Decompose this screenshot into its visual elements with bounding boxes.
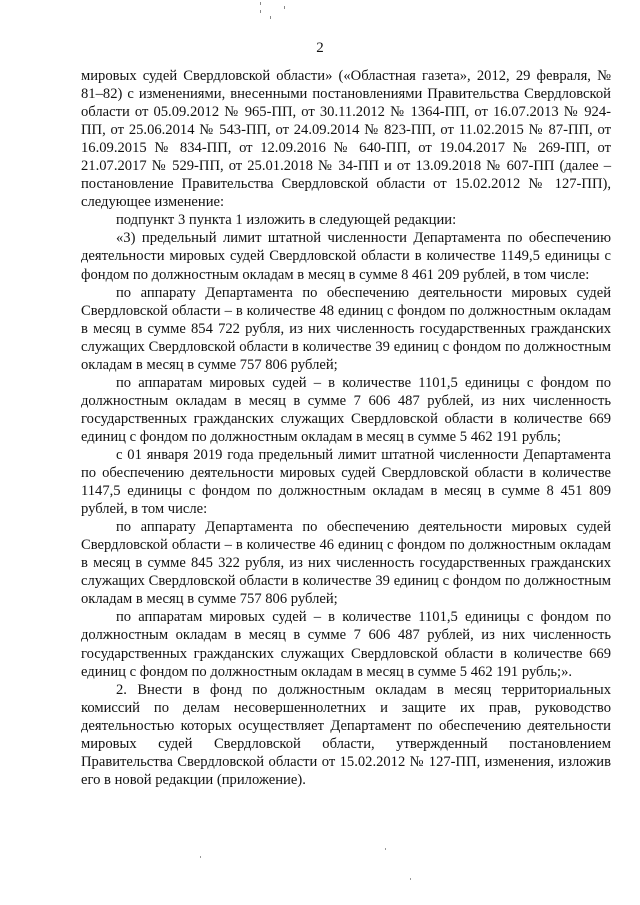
paragraph-2019-limit: с 01 января 2019 года предельный лимит штатной численности Департамента по обеспечению деятельности мировых судей Свердловской области в количестве 1147,5 единицы с фондом по должностным окладам в месяц в сумме 8 451 809 рублей, в том числе:: [81, 446, 611, 518]
scan-marks-bottom: [0, 848, 640, 888]
scan-marks: [258, 2, 288, 22]
page-number: 2: [316, 40, 324, 56]
paragraph-staff-limit: «3) предельный лимит штатной численности Департамента по обеспечению деятельности мировых судей Свердловской области в количестве 1149,5 единицы с фондом по должностным окладам в месяц в сумме 8 461 209 рублей, в том числе:: [81, 230, 611, 283]
paragraph-judges-staff-2019: по аппаратам мировых судей – в количестве 1101,5 единицы с фондом по должностным окладам в месяц в сумме 7 606 487 рублей, из них численность государственных гражданских служащих Свердловской области в количестве 669 единиц с фондом по должностным окладам в месяц в сумме 5 462 191 рубль;».: [81, 609, 611, 680]
paragraph-judges-staff: по аппаратам мировых судей – в количестве 1101,5 единицы с фондом по должностным окладам в месяц в сумме 7 606 487 рублей, из них численность государственных гражданских служащих Свердловской области в количестве 669 единиц с фондом по должностным окладам в месяц в сумме 5 462 191 рубль;: [81, 374, 611, 445]
document-body: [81, 67, 611, 789]
paragraph-resolution-continuation: мировых судей Свердловской области» («Областная газета», 2012, 29 февраля, № 81–82) с изменениями, внесенными постановлениями Правительства Свердловской области от 05.09.2012 № 965-ПП, от 30.11.2012 № 1364-ПП, от 16.07.2013 № 924-ПП, от 25.06.2014 № 543-ПП, от 24.09.2014 № 823-ПП, от 11.02.2015 № 87-ПП, от 16.09.2015 № 834-ПП, от 12.09.2016 № 640-ПП, от 19.04.2017 № 269-ПП, от 21.07.2017 № 529-ПП, от 25.01.2018 № 34-ПП и от 13.09.2018 № 607-ПП (далее – постановление Правительства Свердловской области от 15.02.2012 № 127-ПП), следующее изменение:: [81, 68, 611, 211]
paragraph-item-2: 2. Внести в фонд по должностным окладам в месяц территориальных комиссий по делам несовершеннолетних и защите их прав, руководство деятельностью которых осуществляет Департамент по обеспечению деятельности мировых судей Свердловской области, утвержденный постановлением Правительства Свердловской области от 15.02.2012 № 127-ПП, изменения, изложив его в новой редакции (приложение).: [81, 681, 611, 788]
paragraph-department-staff: по аппарату Департамента по обеспечению деятельности мировых судей Свердловской области – в количестве 48 единиц с фондом по должностным окладам в месяц в сумме 854 722 рубля, из них численность государственных гражданских служащих Свердловской области в количестве 39 единиц с фондом по должностным окладам в месяц в сумме 757 806 рублей;: [81, 284, 611, 373]
paragraph-department-staff-2019: по аппарату Департамента по обеспечению деятельности мировых судей Свердловской области – в количестве 46 единиц с фондом по должностным окладам в месяц в сумме 845 322 рубля, из них численность государственных гражданских служащих Свердловской области в количестве 39 единиц с фондом по должностным окладам в месяц в сумме 757 806 рублей;: [81, 519, 611, 608]
paragraph-subpoint-intro: подпункт 3 пункта 1 изложить в следующей редакции:: [116, 212, 457, 229]
